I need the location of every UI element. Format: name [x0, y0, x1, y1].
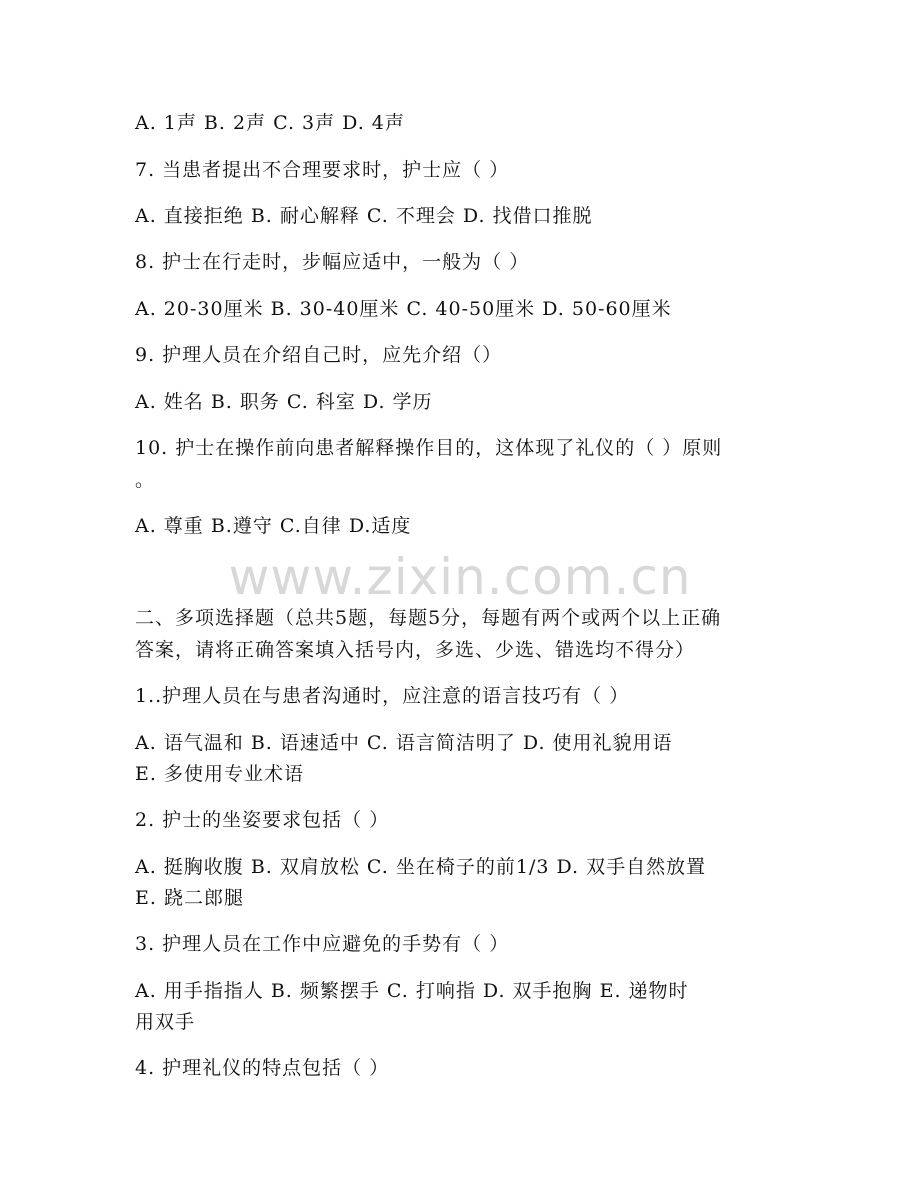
- q7-stem: 7. 当患者提出不合理要求时，护士应（ ）: [135, 159, 510, 181]
- mq1-options: A. 语气温和 B. 语速适中 C. 语言简洁明了 D. 使用礼貌用语: [135, 732, 673, 754]
- mq2-stem: 2. 护士的坐姿要求包括（ ）: [135, 809, 390, 831]
- section-heading-line1: 二、多项选择题（总共5题，每题5分，每题有两个或两个以上正确: [135, 607, 722, 629]
- mq3-options: A. 用手指指人 B. 频繁摆手 C. 打响指 D. 双手抱胸 E. 递物时: [135, 980, 689, 1002]
- q8-stem: 8. 护士在行走时，步幅应适中，一般为（ ）: [135, 251, 530, 273]
- q10-stem: 10. 护士在操作前向患者解释操作目的，这体现了礼仪的（ ）原则: [135, 437, 723, 459]
- q8-options: A. 20-30厘米 B. 30-40厘米 C. 40-50厘米 D. 50-60厘米: [135, 298, 672, 320]
- mq1-stem: 1..护理人员在与患者沟通时，应注意的语言技巧有（ ）: [135, 685, 630, 707]
- mq2-options: A. 挺胸收腹 B. 双肩放松 C. 坐在椅子的前1/3 D. 双手自然放置: [135, 856, 707, 878]
- q9-stem: 9. 护理人员在介绍自己时，应先介绍（）: [135, 344, 503, 366]
- mq4-stem: 4. 护理礼仪的特点包括（ ）: [135, 1057, 390, 1079]
- q10-options: A. 尊重 B.遵守 C.自律 D.适度: [135, 515, 412, 537]
- mq2-options-cont: E. 跷二郎腿: [135, 887, 244, 909]
- mq1-options-cont: E. 多使用专业术语: [135, 763, 304, 785]
- q10-stem-end: 。: [135, 469, 156, 491]
- q6-options: A. 1声 B. 2声 C. 3声 D. 4声: [135, 112, 405, 134]
- mq3-options-cont: 用双手: [135, 1011, 196, 1033]
- q7-options: A. 直接拒绝 B. 耐心解释 C. 不理会 D. 找借口推脱: [135, 205, 593, 227]
- section-heading-line2: 答案，请将正确答案填入括号内，多选、少选、错选均不得分）: [135, 639, 696, 661]
- watermark: www.zixin.com.cn: [228, 548, 692, 606]
- mq3-stem: 3. 护理人员在工作中应避免的手势有（ ）: [135, 933, 510, 955]
- q9-options: A. 姓名 B. 职务 C. 科室 D. 学历: [135, 391, 433, 413]
